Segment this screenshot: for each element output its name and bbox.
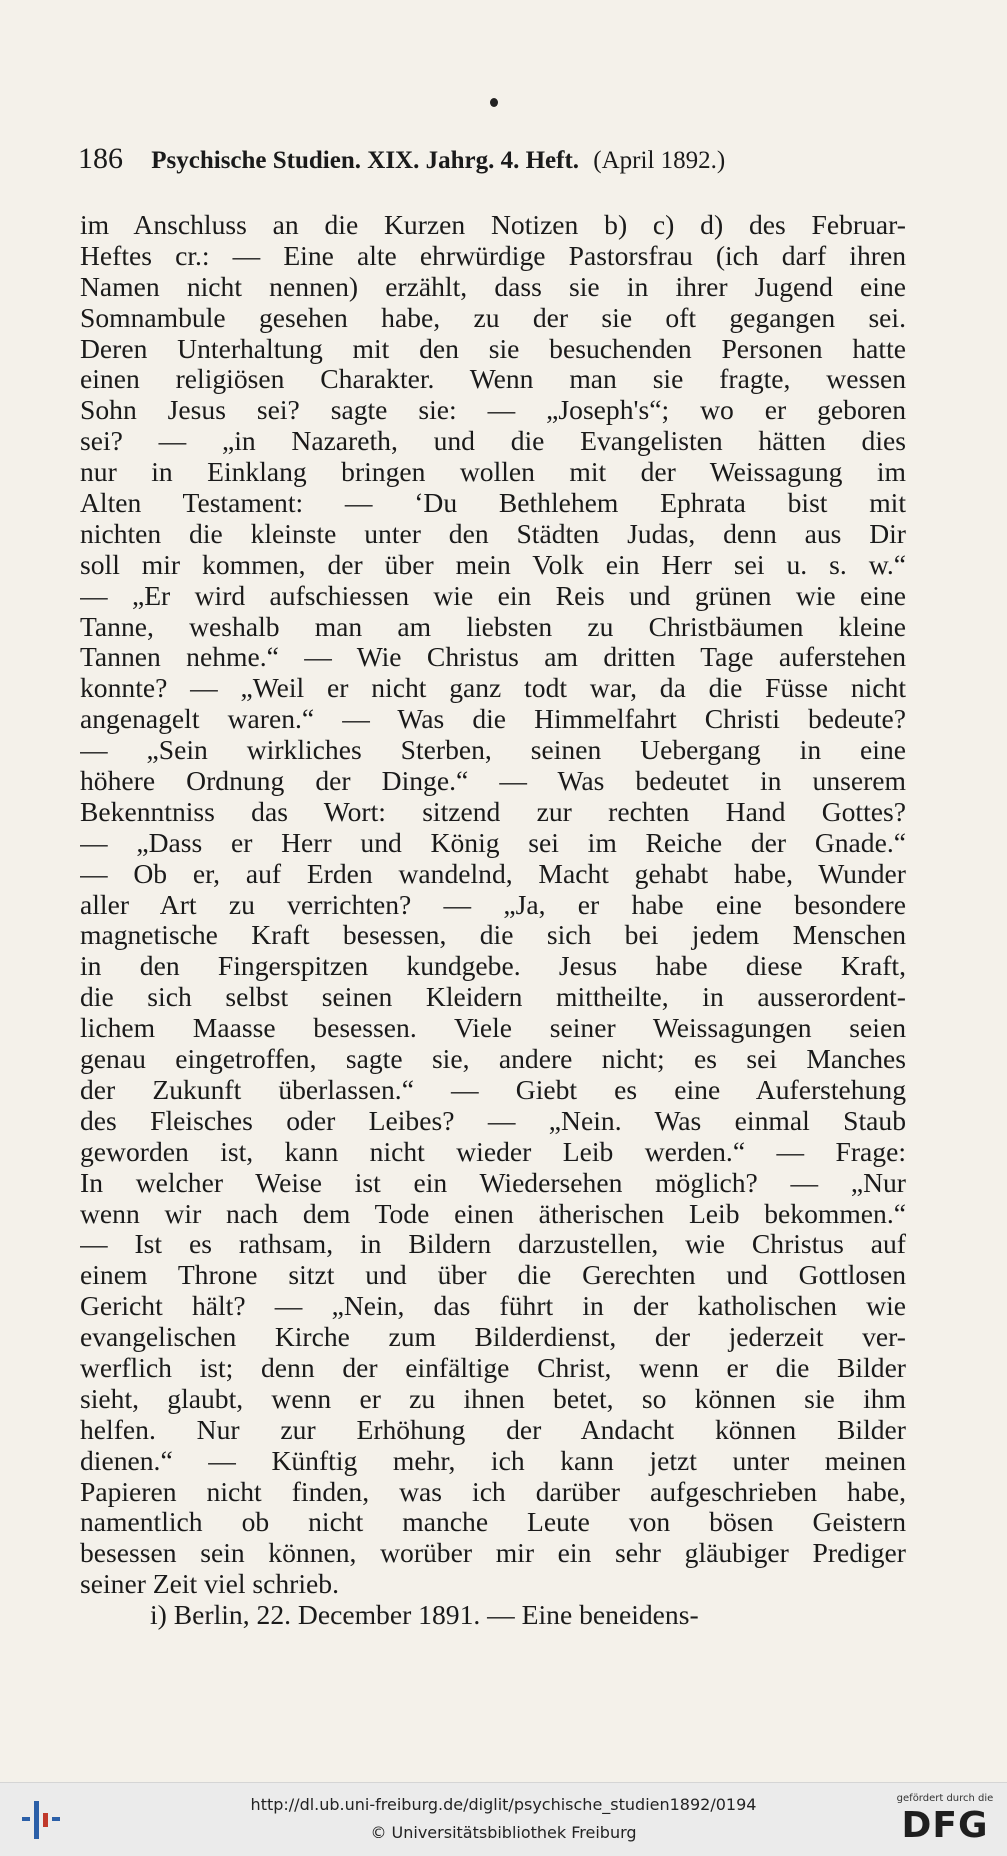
text-line: die sich selbst seinen Kleidern mittheilte, in ausserordent-	[80, 982, 906, 1013]
issue-date: (April 1892.)	[593, 147, 726, 174]
page-number: 186	[78, 142, 123, 175]
text-line: höhere Ordnung der Dinge.“ — Was bedeutet in unserem	[80, 766, 906, 797]
text-line: Alten Testament: — ‘Du Bethlehem Ephrata bist mit	[80, 488, 906, 519]
text-line: — „Sein wirkliches Sterben, seinen Uebergang in eine	[80, 735, 906, 766]
volume-info: XIX. Jahrg. 4. Heft.	[367, 147, 580, 174]
text-line: im Anschluss an die Kurzen Notizen b) c) d) des Februar-	[80, 210, 906, 240]
text-line: der Zukunft überlassen.“ — Giebt es eine Auferstehung	[80, 1074, 906, 1105]
page-url-link[interactable]: http://dl.ub.uni-freiburg.de/diglit/psychische_studien1892/0194	[250, 1795, 757, 1814]
text-line: evangelischen Kirche zum Bilderdienst, der jederzeit ver-	[80, 1322, 906, 1353]
text-line: Somnambule gesehen habe, zu der sie oft gegangen sei.	[80, 302, 906, 333]
text-line: Gericht hält? — „Nein, das führt in der katholischen wie	[80, 1291, 906, 1322]
text-line: genau eingetroffen, sagte sie, andere nicht; es sei Manches	[80, 1044, 906, 1075]
text-line: des Fleisches oder Leibes? — „Nein. Was einmal Staub	[80, 1105, 906, 1136]
text-line: Namen nicht nennen) erzählt, dass sie in ihrer Jugend eine	[80, 271, 906, 302]
text-line: soll mir kommen, der über mein Volk ein Herr sei u. s. w.“	[80, 549, 906, 580]
text-line: sei? — „in Nazareth, und die Evangelisten hätten dies	[80, 426, 906, 457]
scan-artifact	[450, 0, 454, 16]
text-line: Tannen nehme.“ — Wie Christus am dritten Tage auferstehen	[80, 642, 906, 673]
text-line: Heftes cr.: — Eine alte ehrwürdige Pastorsfrau (ich darf ihren	[80, 240, 906, 271]
funding-note: gefördert durch die	[896, 1793, 994, 1804]
text-line: In welcher Weise ist ein Wiedersehen möglich? — „Nur	[80, 1167, 906, 1198]
text-line: in den Fingerspitzen kundgebe. Jesus habe diese Kraft,	[80, 951, 906, 982]
text-line: Sohn Jesus sei? sagte sie: — „Joseph's“; wo er geboren	[80, 395, 906, 426]
text-line: einem Throne sitzt und über die Gerechten und Gottlosen	[80, 1260, 906, 1291]
viewer-footer	[0, 1782, 1007, 1856]
journal-title: Psychische Studien.	[151, 147, 362, 174]
text-line: besessen sein können, worüber mir ein sehr gläubiger Prediger	[80, 1538, 906, 1569]
text-line: — Ob er, auf Erden wandelnd, Macht gehabt habe, Wunder	[80, 858, 906, 889]
text-line: lichem Maasse besessen. Viele seiner Weissagungen seien	[80, 1013, 906, 1044]
text-line: Deren Unterhaltung mit den sie besuchenden Personen hatte	[80, 333, 906, 364]
text-line: Papieren nicht finden, was ich darüber aufgeschrieben habe,	[80, 1476, 906, 1507]
text-line: — „Er wird aufschiessen wie ein Reis und grünen wie eine	[80, 580, 906, 611]
text-line: magnetische Kraft besessen, die sich bei jedem Menschen	[80, 920, 906, 951]
text-line: — „Dass er Herr und König sei im Reiche der Gnade.“	[80, 827, 906, 858]
text-line: — Ist es rathsam, in Bildern darzustellen, wie Christus auf	[80, 1229, 906, 1260]
text-line: nur in Einklang bringen wollen mit der Weissagung im	[80, 457, 906, 488]
text-line: konnte? — „Weil er nicht ganz todt war, da die Füsse nicht	[80, 673, 906, 704]
text-line: sieht, glaubt, wenn er zu ihnen betet, so können sie ihm	[80, 1383, 906, 1414]
running-header	[78, 142, 838, 176]
text-line: geworden ist, kann nicht wieder Leib werden.“ — Frage:	[80, 1136, 906, 1167]
text-line: aller Art zu verrichten? — „Ja, er habe eine besondere	[80, 889, 906, 920]
text-line: i) Berlin, 22. December 1891. — Eine beneidens-	[150, 1600, 699, 1631]
text-line: Tanne, weshalb man am liebsten zu Christbäumen kleine	[80, 611, 906, 642]
text-line: wenn wir nach dem Tode einen ätherischen Leib bekommen.“	[80, 1198, 906, 1229]
copyright-notice: © Universitätsbibliothek Freiburg	[370, 1823, 637, 1842]
text-line: angenagelt waren.“ — Was die Himmelfahrt Christi bedeute?	[80, 704, 906, 735]
text-line: einen religiösen Charakter. Wenn man sie fragte, wessen	[80, 364, 906, 395]
text-line: nichten die kleinste unter den Städten Judas, denn aus Dir	[80, 518, 906, 549]
text-line: namentlich ob nicht manche Leute von bösen Geistern	[80, 1507, 906, 1538]
text-line: seiner Zeit viel schrieb.	[80, 1569, 339, 1600]
body-text	[80, 210, 906, 1631]
text-line: dienen.“ — Künftig mehr, ich kann jetzt unter meinen	[80, 1445, 906, 1476]
text-line: werflich ist; denn der einfältige Christ, wenn er die Bilder	[80, 1352, 906, 1383]
ink-dot	[490, 98, 498, 107]
dfg-logo: DFG	[901, 1805, 989, 1846]
text-line: Bekenntniss das Wort: sitzend zur rechten Hand Gottes?	[80, 796, 906, 827]
text-line: helfen. Nur zur Erhöhung der Andacht können Bilder	[80, 1414, 906, 1445]
